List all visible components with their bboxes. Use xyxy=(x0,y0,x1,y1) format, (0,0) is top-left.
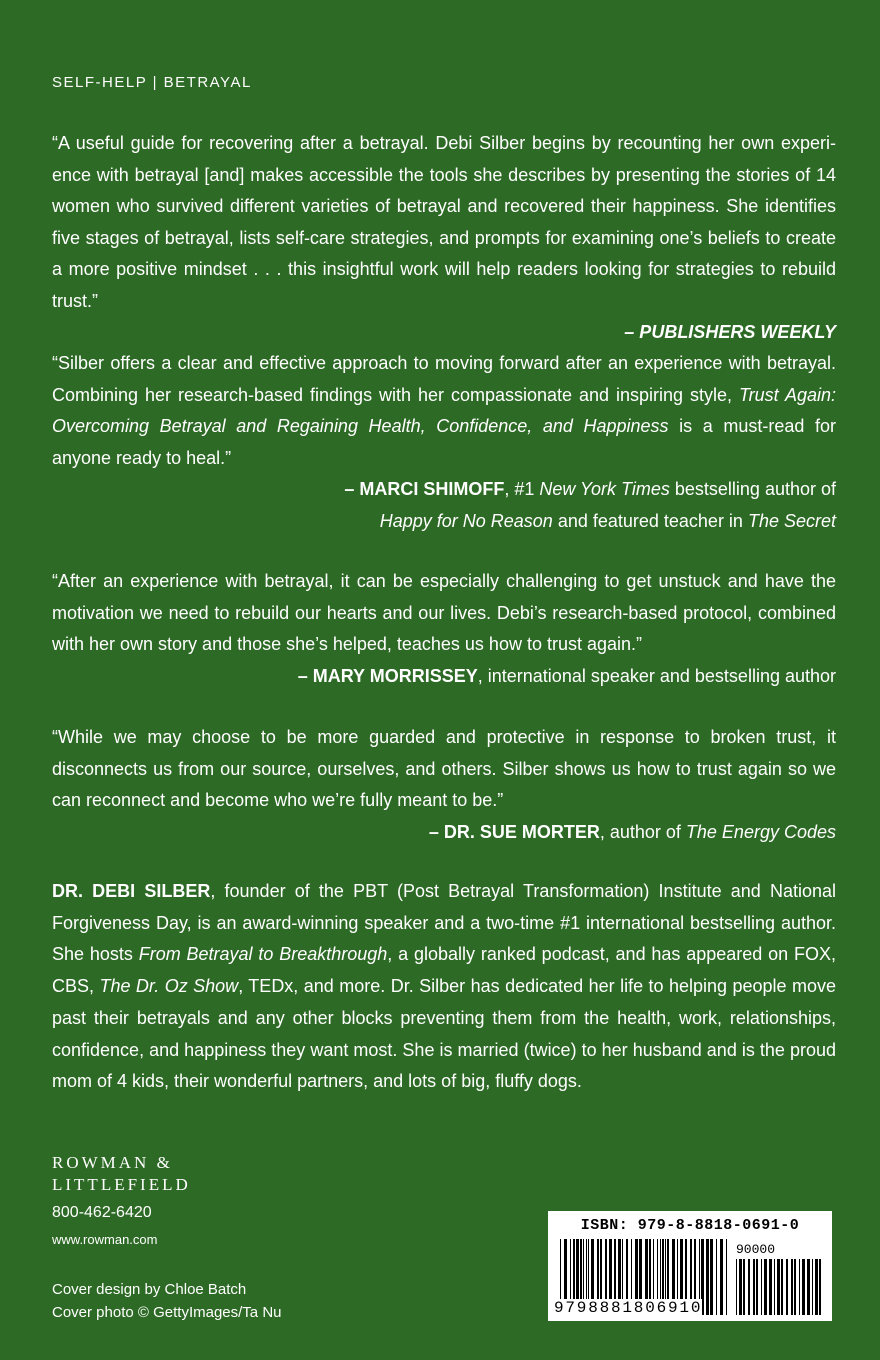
barcode-bar xyxy=(706,1239,709,1315)
blurb-quote: “A useful guide for recovering after a betrayal. Debi Silber begins by recounting her own experience with betrayal [and] makes accessible the tools she describes by presenting the stories of 14 women who survived different varieties of betrayal and recovered their happiness. She identifies five stages of betrayal, lists self-care strategies, and prompts for examining one’s beliefs to create a more positive mindset . . . this insightful work will help readers looking for strategies to rebuild trust.” xyxy=(52,133,836,311)
blurb-attribution xyxy=(52,474,836,537)
barcode-bar xyxy=(819,1259,821,1315)
blurb-attribution xyxy=(52,661,836,693)
attribution-italic: The Energy Codes xyxy=(685,821,836,842)
publisher-logo-line1: ROWMAN & xyxy=(52,1153,173,1172)
bio-text: , a globally ranked podcast, and has appeared on FOX, CBS, xyxy=(52,944,836,997)
barcode-bar xyxy=(753,1259,755,1315)
bio-text: , founder of the PBT (Post Betrayal Transformation) Institute and National Forgiveness Day, is an award-winning speaker and a two-time #1 international bestselling author. She hosts xyxy=(52,881,836,965)
blurb-mary-morrissey xyxy=(52,566,836,692)
barcode-bar xyxy=(736,1259,737,1315)
attribution-dash: – xyxy=(428,821,444,842)
barcode-bar xyxy=(748,1259,750,1315)
cover-photo-credit: Cover photo © GettyImages/Ta Nu xyxy=(52,1304,282,1321)
blurb-quote xyxy=(52,348,836,474)
barcode-bar xyxy=(739,1259,742,1315)
barcode-bar xyxy=(815,1259,818,1315)
ean-number: 9798881806910 xyxy=(554,1299,703,1317)
cover-design-credit: Cover design by Chloe Batch xyxy=(52,1281,247,1298)
podcast-title: From Betrayal to Breakthrough xyxy=(138,944,388,965)
barcode-bar xyxy=(802,1259,805,1315)
barcode-bar xyxy=(794,1259,796,1315)
quote-text: “Silber offers a clear and effective approach to moving forward after an experience with betrayal. Combining her research-based findings with her compassionate and inspiring style, xyxy=(52,353,836,405)
blurb-attribution xyxy=(52,817,836,849)
publisher-logo xyxy=(52,1152,191,1196)
blurb-source xyxy=(52,317,836,349)
publisher-website: www.rowman.com xyxy=(52,1232,158,1247)
quote-text: is a must-read for anyone ready to heal.” xyxy=(52,416,836,468)
barcode-bar xyxy=(716,1239,717,1315)
source-name: – PUBLISHERS WEEKLY xyxy=(624,322,836,342)
barcode-bar xyxy=(791,1259,793,1315)
cover-credits xyxy=(52,1278,282,1324)
blurb-publishers-weekly xyxy=(52,128,836,349)
attribution-text: and featured teacher in xyxy=(552,510,748,531)
blurb-quote: “While we may choose to be more guarded and protective in response to broken trust, it disconnects us from our source, ourselves, and others. Silber shows us how to trust again so we can reconnect and become who we’re fully meant to be.” xyxy=(52,727,836,810)
barcode-bar xyxy=(710,1239,713,1315)
barcode-bar xyxy=(761,1259,762,1315)
attribution-name: MARCI SHIMOFF xyxy=(359,479,505,499)
barcode-bar xyxy=(807,1259,810,1315)
price-code: 90000 xyxy=(736,1242,776,1257)
attribution-italic: The Secret xyxy=(747,510,836,531)
category-label: SELF-HELP | BETRAYAL xyxy=(52,74,252,91)
isbn-label: ISBN: 979-8-8818-0691-0 xyxy=(580,1217,800,1234)
barcode-bar xyxy=(799,1259,800,1315)
attribution-italic: Happy for No Reason xyxy=(379,510,553,531)
barcode-bar xyxy=(812,1259,813,1315)
attribution-text: bestselling author of xyxy=(669,479,836,499)
show-title: The Dr. Oz Show xyxy=(99,976,239,997)
isbn-barcode xyxy=(548,1211,832,1321)
barcode-bar xyxy=(756,1259,758,1315)
barcode-bar xyxy=(720,1239,723,1315)
barcode-bar xyxy=(781,1259,783,1315)
barcode-bar xyxy=(764,1259,767,1315)
attribution-text: , author of xyxy=(599,821,686,842)
barcode-bar xyxy=(743,1259,745,1315)
attribution-name: DR. SUE MORTER xyxy=(443,821,600,842)
barcode-bar xyxy=(769,1259,772,1315)
author-bio xyxy=(52,876,836,1098)
attribution-name: MARY MORRISSEY xyxy=(312,665,478,686)
barcode-bar xyxy=(774,1259,775,1315)
publisher-logo-line2: LITTLEFIELD xyxy=(52,1175,191,1194)
publisher-phone: 800-462-6420 xyxy=(52,1204,152,1221)
attribution-dash: – xyxy=(344,479,360,499)
attribution-italic: New York Times xyxy=(539,479,670,499)
barcode-bar xyxy=(726,1239,727,1315)
blurb-marci-shimoff xyxy=(52,348,836,537)
attribution-text: , #1 xyxy=(504,479,540,499)
attribution-dash: – xyxy=(297,665,313,686)
blurb-quote: “After an experience with betrayal, it can be especially challenging to get unstuck and have the motivation we need to rebuild our hearts and our lives. Debi’s research-based protocol, combined with her own story and those she’s helped, teaches us how to trust again.” xyxy=(52,571,836,654)
author-name: DR. DEBI SILBER xyxy=(52,881,211,901)
attribution-text: , international speaker and bestselling author xyxy=(477,665,836,686)
barcode-bar xyxy=(786,1259,788,1315)
book-title: Trust Again: Overcoming Betrayal and Regaining Health, Confidence, and Happiness xyxy=(52,384,836,436)
bio-text: , TEDx, and more. Dr. Silber has dedicated her life to helping people move past their betrayals and any other blocks preventing them from the health, work, relationships, confidence, and happiness they want most. She is married (twice) to her husband and is the proud mom of 4 kids, their wonderful partners, and lots of big, fluffy dogs. xyxy=(52,976,837,1092)
blurb-sue-morter xyxy=(52,722,836,848)
barcode-bar xyxy=(777,1259,780,1315)
